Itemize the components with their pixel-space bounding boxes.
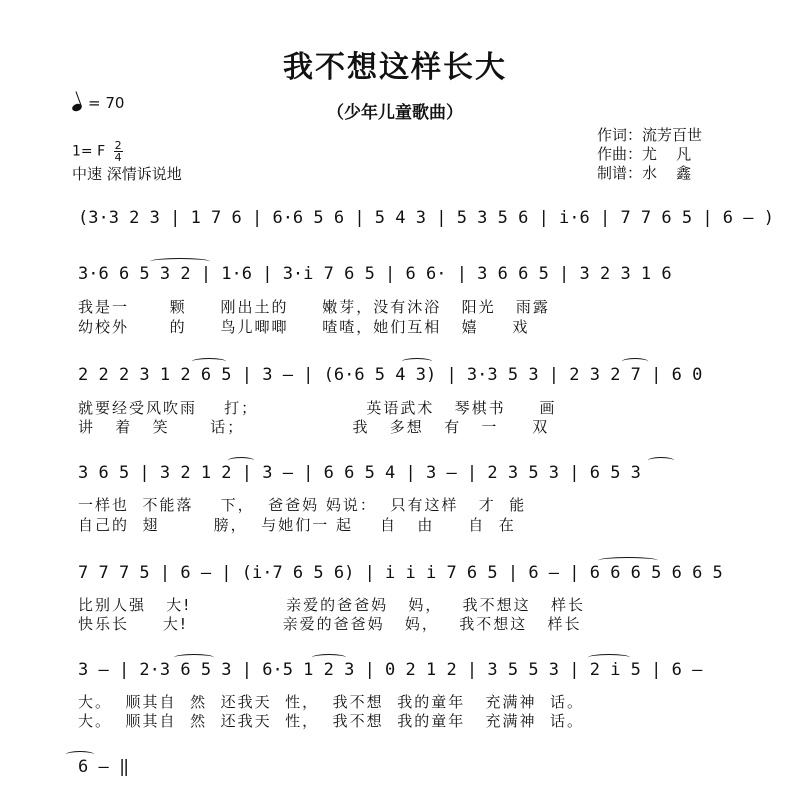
tempo-marking xyxy=(72,94,124,112)
lyrics-line-2-verse-2: 幼校外 的 鸟儿唧唧 喳喳，她们互相 嬉 戏 xyxy=(78,318,530,336)
notation-line-2: 3·6 6 5 3 2 | 1·6 | 3·i 7 6 5 | 6 6· | 3 6 6 5 | 3 2 3 1 6 xyxy=(78,264,672,284)
slur-mark xyxy=(598,557,658,564)
time-signature xyxy=(114,140,123,163)
slur-mark xyxy=(174,654,214,661)
lyrics-line-5-verse-2: 快乐长 大! 亲爱的爸爸妈 妈， 我不想这 样长 xyxy=(78,615,582,633)
notation-line-4: 3 6 5 | 3 2 1 2 | 3 — | 6 6 5 4 | 3 — | 2 3 5 3 | 6 5 3 xyxy=(78,463,641,483)
lyrics-line-5-verse-1: 比别人强 大! 亲爱的爸爸妈 妈， 我不想这 样长 xyxy=(78,596,585,614)
slur-mark xyxy=(150,258,210,265)
key-label: 1= F xyxy=(72,143,106,160)
lyrics-line-6-verse-2: 大。 顺其自 然 还我天 性， 我不想 我的童年 充满神 话。 xyxy=(78,712,585,730)
composer-credit: 作曲：尤 凡 xyxy=(597,145,692,163)
slur-mark xyxy=(312,654,346,661)
slur-mark xyxy=(228,457,254,464)
lyrics-line-4-verse-2: 自己的 翅 膀， 与她们一 起 自 由 自 在 xyxy=(78,516,516,534)
time-signature-top: 2 xyxy=(114,139,122,152)
slur-mark xyxy=(402,358,432,365)
time-signature-bottom: 4 xyxy=(114,151,122,164)
slur-mark xyxy=(66,751,94,758)
tempo-value: = 70 xyxy=(88,94,125,112)
notation-line-5: 7 7 7 5 | 6 — | (i·7 6 5 6) | i i i 7 6 5 | 6 — | 6 6 6 5 6 6 5 xyxy=(78,563,723,583)
song-title: 我不想这样长大 xyxy=(283,50,507,85)
notation-line-7: 6 — ‖ xyxy=(78,757,130,777)
slur-mark xyxy=(648,457,674,464)
quarter-note-icon xyxy=(71,103,83,113)
credits xyxy=(597,126,702,183)
notation-line-1: (3·3 2 3 | 1 7 6 | 6·6 5 6 | 5 4 3 | 5 3 5 6 | i·6 | 7 7 6 5 | 6 — ) xyxy=(78,208,774,228)
arranger-credit: 制谱：水 鑫 xyxy=(597,164,692,182)
lyrics-line-3-verse-1: 就要经受风吹雨 打； 英语武术 琴棋书 画 xyxy=(78,399,557,417)
key-signature xyxy=(72,140,123,163)
mood-marking: 中速 深情诉说地 xyxy=(72,165,182,183)
notation-line-3: 2 2 2 3 1 2 6 5 | 3 — | (6·6 5 4 3) | 3·3 5 3 | 2 3 2 7 | 6 0 xyxy=(78,365,703,385)
slur-mark xyxy=(622,358,648,365)
lyrics-line-2-verse-1: 我是一 颗 刚出土的 嫩芽，没有沐浴 阳光 雨露 xyxy=(78,298,550,316)
slur-mark xyxy=(192,358,226,365)
lyricist-credit: 作词：流芳百世 xyxy=(597,126,703,144)
lyrics-line-3-verse-2: 讲 着 笑 话； 我 多想 有 一 双 xyxy=(78,418,550,436)
notation-line-6: 3 — | 2·3 6 5 3 | 6·5 1 2 3 | 0 2 1 2 | 3 5 5 3 | 2 i 5 | 6 — xyxy=(78,660,703,680)
lyrics-line-4-verse-1: 一样也 不能落 下， 爸爸妈 妈说： 只有这样 才 能 xyxy=(78,496,527,514)
lyrics-line-6-verse-1: 大。 顺其自 然 还我天 性， 我不想 我的童年 充满神 话。 xyxy=(78,693,585,711)
slur-mark xyxy=(588,654,630,661)
song-subtitle: （少年儿童歌曲） xyxy=(327,103,463,123)
